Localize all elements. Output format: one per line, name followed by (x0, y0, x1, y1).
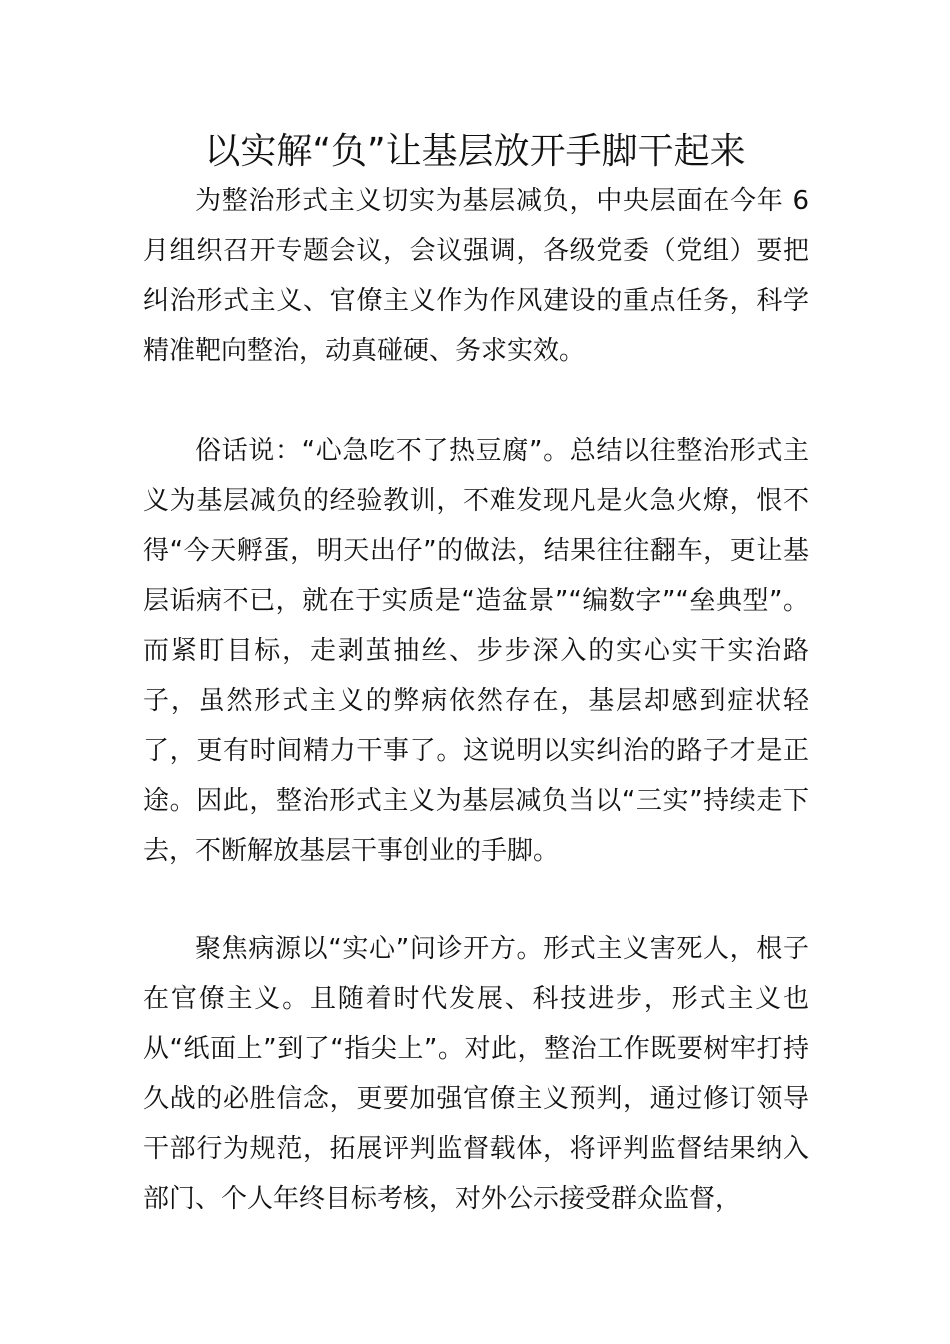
paragraph-1: 为整治形式主义切实为基层减负，中央层面在今年 6 月组织召开专题会议，会议强调，各级党委（党组）要把纠治形式主义、官僚主义作为作风建设的重点任务，科学精准靶向整治，动真碰硬、务求实效。 (143, 186, 809, 366)
paragraph-3: 聚焦病源以“实心”问诊开方。形式主义害死人，根子在官僚主义。且随着时代发展、科技进步，形式主义也从“纸面上”到了“指尖上”。对此，整治工作既要树牢打持久战的必胜信念，更要加强官僚主义预判，通过修订领导干部行为规范，拓展评判监督载体，将评判监督结果纳入部门、个人年终目标考核，对外公示接受群众监督， (143, 934, 809, 1214)
document-title: 以实解“负”让基层放开手脚干起来 (204, 131, 746, 172)
paragraph-2: 俗话说：“心急吃不了热豆腐”。总结以往整治形式主义为基层减负的经验教训，不难发现凡是火急火燎，恨不得“今天孵蛋，明天出仔”的做法，结果往往翻车，更让基层诟病不已，就在于实质是“造盆景”“编数字”“垒典型”。而紧盯目标，走剥茧抽丝、步步深入的实心实干实治路子，虽然形式主义的弊病依然存在，基层却感到症状轻了，更有时间精力干事了。这说明以实纠治的路子才是正途。因此，整治形式主义为基层减负当以“三实”持续走下去，不断解放基层干事创业的手脚。 (143, 436, 809, 866)
